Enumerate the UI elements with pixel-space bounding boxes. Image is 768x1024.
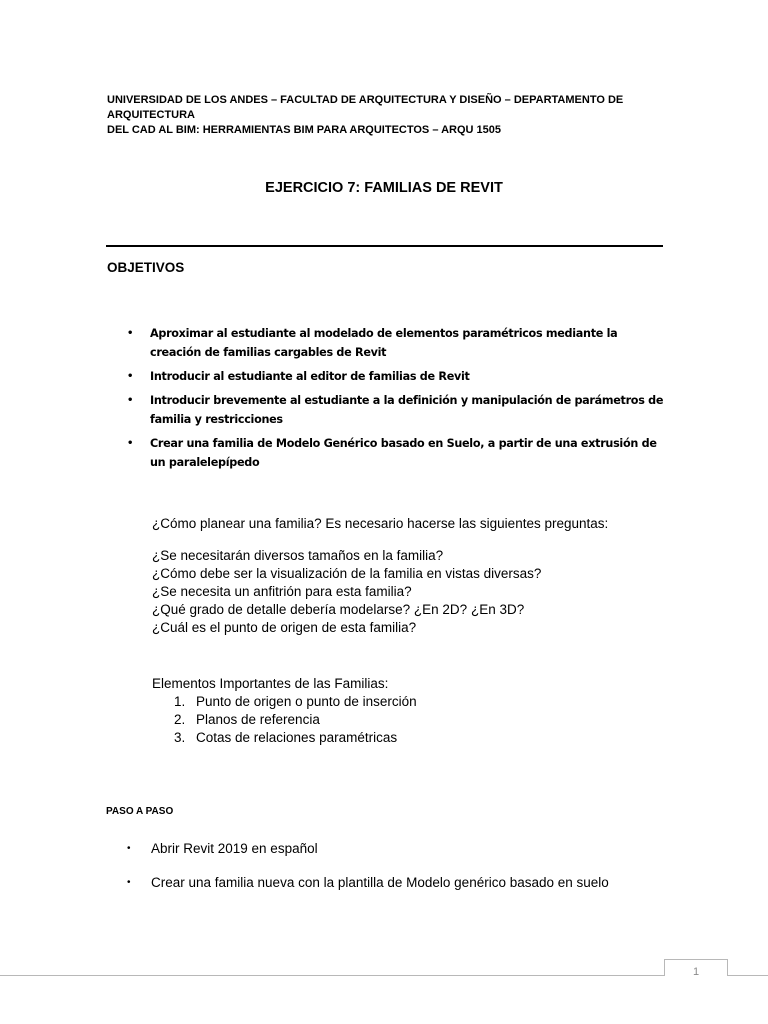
- question-line: ¿Se necesita un anfitrión para esta familia?: [152, 584, 412, 599]
- steps-list: [107, 840, 707, 908]
- step-text: Crear una familia nueva con la plantilla de Modelo genérico basado en suelo: [151, 875, 609, 890]
- objective-text: Introducir brevemente al estudiante a la definición y manipulación de parámetros de familia y restricciones: [150, 394, 664, 426]
- element-text: Planos de referencia: [196, 712, 320, 727]
- exercise-title: EJERCICIO 7: FAMILIAS DE REVIT: [265, 180, 503, 196]
- question-line: ¿Cómo debe ser la visualización de la familia en vistas diversas?: [152, 566, 542, 581]
- question-line: ¿Cuál es el punto de origen de esta familia?: [152, 620, 417, 635]
- list-item: [174, 729, 652, 747]
- elements-heading: Elementos Importantes de las Familias:: [152, 676, 389, 691]
- document-header: [107, 93, 667, 138]
- bullet-icon: •: [127, 843, 131, 854]
- objectives-list: [107, 324, 667, 477]
- footer-divider: [0, 975, 768, 976]
- elements-list: [152, 693, 652, 747]
- title-divider: [106, 245, 663, 247]
- bullet-icon: •: [127, 438, 134, 449]
- bullet-icon: •: [127, 328, 134, 339]
- objective-text: Crear una familia de Modelo Genérico basado en Suelo, a partir de una extrusión de un paralelepípedo: [150, 437, 657, 469]
- list-item: [107, 391, 667, 429]
- bullet-icon: •: [127, 877, 131, 888]
- list-item: [107, 840, 707, 858]
- list-item: [107, 324, 667, 362]
- list-number: 3.: [174, 730, 186, 745]
- objective-text: Introducir al estudiante al editor de familias de Revit: [150, 370, 470, 383]
- planning-intro: ¿Cómo planear una familia? Es necesario hacerse las siguientes preguntas:: [152, 516, 609, 531]
- list-item: [107, 367, 667, 386]
- family-elements: [152, 675, 652, 747]
- steps-heading: PASO A PASO: [106, 806, 174, 817]
- list-item: [174, 693, 652, 711]
- bullet-icon: •: [127, 371, 134, 382]
- list-item: [107, 434, 667, 472]
- question-line: ¿Se necesitarán diversos tamaños en la familia?: [152, 548, 444, 563]
- element-text: Punto de origen o punto de inserción: [196, 694, 417, 709]
- element-text: Cotas de relaciones paramétricas: [196, 730, 398, 745]
- bullet-icon: •: [127, 395, 134, 406]
- planning-questions: [152, 515, 672, 637]
- step-text: Abrir Revit 2019 en español: [151, 841, 318, 856]
- list-item: [107, 874, 707, 892]
- objective-text: Aproximar al estudiante al modelado de elementos paramétricos mediante la creación de familias cargables de Revit: [150, 327, 618, 359]
- question-line: ¿Qué grado de detalle debería modelarse? ¿En 2D? ¿En 3D?: [152, 602, 525, 617]
- page-number: 1: [692, 966, 700, 978]
- objectives-heading: OBJETIVOS: [107, 260, 185, 275]
- list-number: 1.: [174, 694, 186, 709]
- list-number: 2.: [174, 712, 186, 727]
- header-line-2: DEL CAD AL BIM: HERRAMIENTAS BIM PARA ARQUITECTOS – ARQU 1505: [107, 124, 501, 136]
- header-line-1: UNIVERSIDAD DE LOS ANDES – FACULTAD DE ARQUITECTURA Y DISEÑO – DEPARTAMENTO DE ARQUITECTURA: [107, 94, 624, 121]
- list-item: [174, 711, 652, 729]
